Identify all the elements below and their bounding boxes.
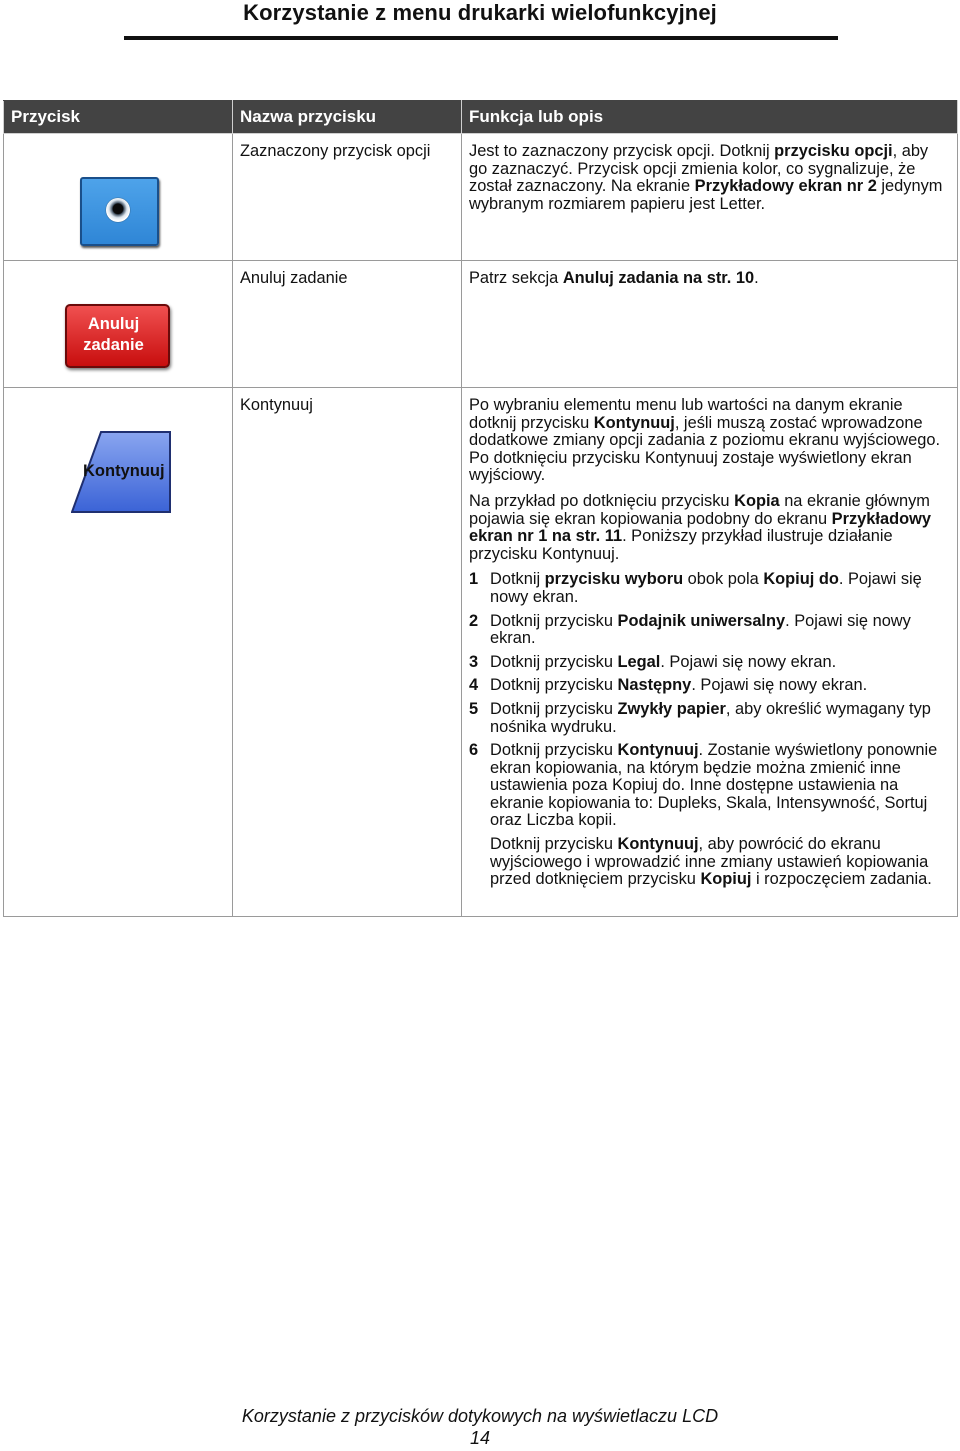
button-description: Patrz sekcja Anuluj zadania na str. 10. [462,261,958,388]
list-item: 6 Dotknij przycisku Kontynuuj. Zostanie wyświetlony ponownie ekran kopiowania, na którym będzie można zmienić inne ustawienia poza Kopiuj do. Inne dostępne ustawienia na ekranie kopiowania to: Dupleks, Skala, Intensywność, Sortuj oraz Liczba kopii. [469,741,938,830]
button-name: Zaznaczony przycisk opcji [233,134,462,261]
page-footer [0,1405,960,1449]
list-item: 4 Dotknij przycisku Następny. Pojawi się nowy ekran. [469,676,868,695]
column-header-description: Funkcja lub opis [462,101,958,134]
table-row [4,261,958,388]
button-icon-cell [4,388,233,917]
page-title: Korzystanie z menu drukarki wielofunkcyjnej [243,0,717,25]
list-item: 1 Dotknij przycisku wyboru obok pola Kopiuj do. Pojawi się nowy ekran. [469,570,922,606]
table-row [4,388,958,917]
list-item: 2 Dotknij przycisku Podajnik uniwersalny. Pojawi się nowy ekran. [469,611,911,648]
continue-button-icon [71,431,171,513]
description-paragraph: Dotknij przycisku Kontynuuj, aby powrócić do ekranu wyjściowego i wprowadzić inne zmiany ustawień kopiowania przed dotknięciem przycisku Kopiuj i rozpoczęciem zadania. [490,835,932,889]
page-header [0,0,960,26]
button-name: Kontynuuj [233,388,462,917]
table-row [4,134,958,261]
continue-button-label: Kontynuuj [83,462,165,480]
button-icon-cell [4,134,233,261]
column-header-button: Przycisk [4,101,233,134]
footer-section-title: Korzystanie z przycisków dotykowych na wyświetlaczu LCD [241,1406,719,1426]
cancel-job-button-icon: Anuluj zadanie [65,304,170,368]
button-table [3,100,958,917]
button-icon-cell [4,261,233,388]
selected-option-button-icon [80,177,159,246]
table-header-row [4,101,958,134]
option-dot-icon [106,198,130,222]
page-number: 14 [469,1428,491,1448]
button-description: Jest to zaznaczony przycisk opcji. Dotknij przycisku opcji, aby go zaznaczyć. Przycisk opcji zmienia kolor, co sygnalizuje, że został zaznaczony. Na ekranie Przykładowy ekran nr 2 jedynym wybranym rozmiarem papieru jest Letter. [462,134,958,261]
steps-list [469,571,949,830]
description-paragraph: Po wybraniu elementu menu lub wartości na danym ekranie dotknij przycisku Kontynuuj, jeśli muszą zostać wprowadzone dodatkowe zmiany opcji zadania z poziomu ekranu wyjściowego. Po dotknięciu przycisku Kontynuuj zostaje wyświetlony ekran wyjściowy. [469,396,941,485]
description-paragraph: Na przykład po dotknięciu przycisku Kopia na ekranie głównym pojawia się ekran kopiowania podobny do ekranu Przykładowy ekran nr 1 na str. 11. Poniższy przykład ilustruje działanie przycisku Kontynuuj. [469,491,931,563]
list-item: 5 Dotknij przycisku Zwykły papier, aby określić wymagany typ nośnika wydruku. [469,699,931,736]
button-name: Anuluj zadanie [233,261,462,388]
button-description [462,388,958,917]
column-header-name: Nazwa przycisku [233,101,462,134]
list-item: 3 Dotknij przycisku Legal. Pojawi się nowy ekran. [469,652,837,671]
header-rule [124,36,838,40]
